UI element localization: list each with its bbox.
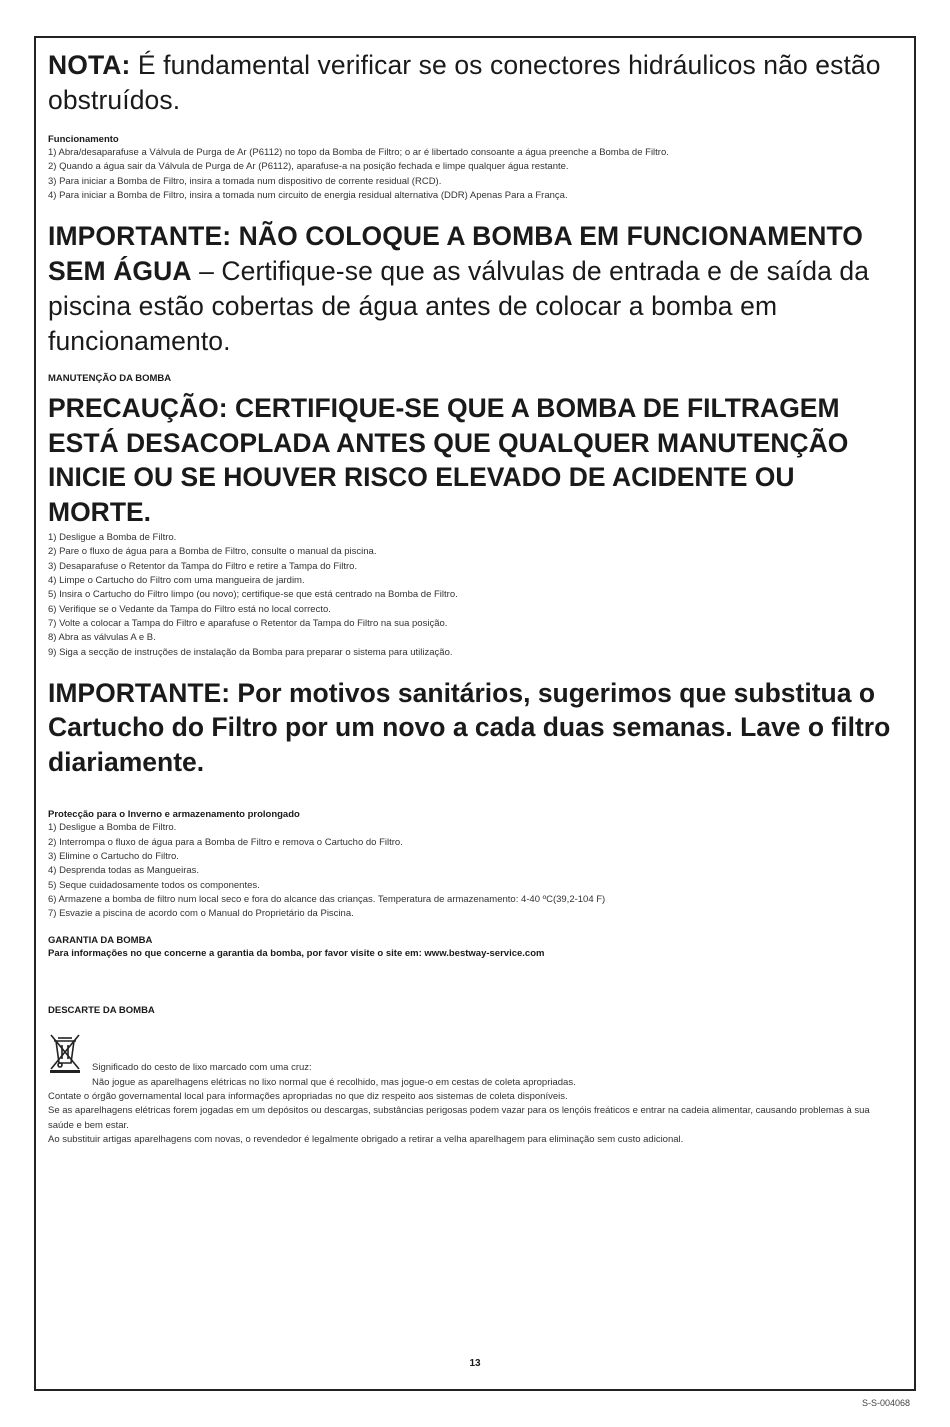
garantia-section (48, 935, 898, 961)
garantia-title: GARANTIA DA BOMBA (48, 935, 153, 947)
list-item: 3) Elimine o Cartucho do Filtro. (48, 850, 179, 862)
weee-line: Não jogue as aparelhagens elétricas no lixo normal que é recolhido, mas jogue-o em cestas de coleta apropriadas. (92, 1076, 576, 1088)
manutencao-section (48, 373, 898, 660)
list-item: 4) Desprenda todas as Mangueiras. (48, 865, 200, 877)
list-item: 2) Interrompa o fluxo de água para a Bomba de Filtro e remova o Cartucho do Filtro. (48, 836, 403, 848)
inverno-title: Protecção para o Inverno e armazenamento prolongado (48, 809, 300, 821)
list-item: 8) Abra as válvulas A e B. (48, 632, 156, 644)
list-item: 5) Insira o Cartucho do Filtro limpo (ou novo); certifique-se que está centrado na Bomba de Filtro. (48, 589, 458, 601)
weee-line: Significado do cesto de lixo marcado com uma cruz: (92, 1062, 312, 1074)
page-content (48, 46, 898, 1147)
precaucao-warning: PRECAUÇÃO: CERTIFIQUE-SE QUE A BOMBA DE FILTRAGEM ESTÁ DESACOPLADA ANTES QUE QUALQUER MANUTENÇÃO INICIE OU SE HOUVER RISCO ELEVADO DE ACIDENTE OU MORTE. (48, 393, 849, 527)
funcionamento-list (48, 146, 898, 203)
list-item: 1) Abra/desaparafuse a Válvula de Purga de Ar (P6112) no topo da Bomba de Filtro; o ar é libertado consoante a água preenche a Bomba de Filtro. (48, 147, 669, 158)
list-item: 3) Para iniciar a Bomba de Filtro, insira a tomada num dispositivo de corrente residual (RCD). (48, 175, 442, 187)
page-number: 13 (469, 1358, 481, 1369)
list-item: 4) Para iniciar a Bomba de Filtro, insira a tomada num circuito de energia residual alternativa (DDR) Apenas Para a França. (48, 189, 568, 201)
nota-paragraph (48, 48, 898, 118)
list-item: 5) Seque cuidadosamente todos os componentes. (48, 879, 260, 891)
list-item: 9) Siga a secção de instruções de instalação da Bomba para preparar o sistema para utilização. (48, 646, 453, 658)
descarte-line: Contate o órgão governamental local para informações apropriadas no que diz respeito aos sistemas de coleta disponíveis. (48, 1091, 568, 1103)
descarte-line: Ao substituir artigas aparelhagens com novas, o revendedor é legalmente obrigado a retirar a velha aparelhagem para eliminação sem custo adicional. (48, 1133, 684, 1145)
list-item: 6) Verifique se o Vedante da Tampa do Filtro está no local correcto. (48, 603, 331, 615)
document-code: S-S-004068 (861, 1398, 910, 1408)
garantia-text: Para informações no que concerne a garantia da bomba, por favor visite o site em: www.bestway-service.com (48, 948, 545, 960)
weee-text (92, 1033, 576, 1090)
funcionamento-title: Funcionamento (48, 134, 119, 145)
inverno-list (48, 821, 898, 921)
list-item: 3) Desaparafuse o Retentor da Tampa do Filtro e retire a Tampa do Filtro. (48, 560, 358, 572)
crossed-out-bin-icon (48, 1033, 82, 1073)
list-item: 7) Volte a colocar a Tampa do Filtro e aparafuse o Retentor da Tampa do Filtro na sua posição. (48, 617, 448, 629)
weee-row (48, 1033, 898, 1090)
list-item: 7) Esvazie a piscina de acordo com o Manual do Proprietário da Piscina. (48, 908, 354, 920)
nota-label: NOTA: (48, 50, 131, 80)
list-item: 6) Armazene a bomba de filtro num local seco e fora do alcance das crianças. Temperatura de armazenamento: 4-40 ºC(39,2-104 F) (48, 893, 606, 905)
descarte-section (48, 1005, 898, 1147)
descarte-line: Se as aparelhagens elétricas forem jogadas em um depósitos ou descargas, substâncias perigosas podem vazar para os lençóis freáticos e entrar na cadeia alimentar, causando problemas à sua saúde e bem estar. (48, 1105, 870, 1131)
descarte-title: DESCARTE DA BOMBA (48, 1005, 155, 1017)
list-item: 2) Quando a água sair da Válvula de Purga de Ar (P6112), aparafuse-a na posição fechada e limpe qualquer água restante. (48, 161, 569, 173)
importante-sanitary-warning: IMPORTANTE: Por motivos sanitários, sugerimos que substitua o Cartucho do Filtro por um novo a cada duas semanas. Lave o filtro diariamente. (48, 677, 891, 777)
list-item: 1) Desligue a Bomba de Filtro. (48, 532, 177, 544)
funcionamento-section (48, 134, 898, 203)
list-item: 2) Pare o fluxo de água para a Bomba de Filtro, consulte o manual da piscina. (48, 546, 377, 558)
descarte-body (48, 1033, 898, 1147)
page-frame (34, 36, 916, 1391)
nota-text: É fundamental verificar se os conectores hidráulicos não estão obstruídos. (48, 50, 881, 115)
importante-no-water-warning (48, 219, 898, 359)
list-item: 4) Limpe o Cartucho do Filtro com uma mangueira de jardim. (48, 575, 305, 587)
importante-no-water-text: – Certifique-se que as válvulas de entrada e de saída da piscina estão cobertas de água antes de colocar a bomba em funcionamento. (48, 256, 870, 357)
importante-no-water-bold: IMPORTANTE: NÃO COLOQUE A BOMBA EM FUNCIONAMENTO SEM ÁGUA (48, 221, 863, 287)
inverno-section (48, 809, 898, 921)
list-item: 1) Desligue a Bomba de Filtro. (48, 822, 177, 834)
manutencao-title: MANUTENÇÃO DA BOMBA (48, 373, 172, 385)
manutencao-list (48, 531, 898, 660)
